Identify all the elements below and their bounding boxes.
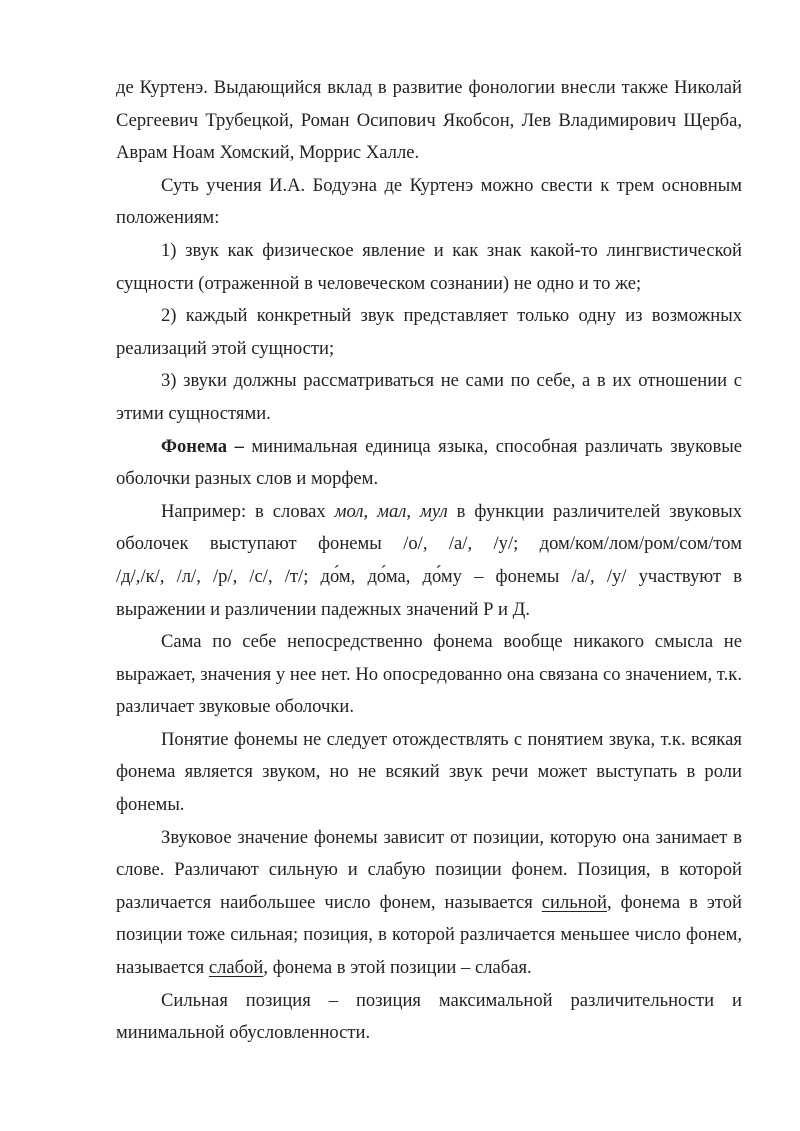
document-page — [116, 72, 742, 1050]
paragraph-phoneme-meaning: Сама по себе непосредственно фонема вообще никакого смысла не выражает, значения у нее нет. Но опосредованно она связана со значением, т.к. различает звуковые оболочки. — [116, 631, 742, 718]
paragraph-strong-position-definition: Сильная позиция – позиция максимальной различительности и минимальной обусловленности. — [116, 989, 742, 1044]
paragraph-point-3: 3) звуки должны рассматриваться не сами по себе, а в их отношении с этими сущностями. — [116, 370, 742, 424]
paragraph-example-line-1 — [116, 496, 742, 529]
paragraph-positions — [116, 822, 742, 985]
example-word-mul: мул — [419, 500, 448, 522]
example-word-mal: мал — [377, 500, 407, 522]
term-weak-position: слабой — [208, 957, 264, 979]
positions-text-c: , фонема в этой позиции – слабая. — [263, 957, 532, 979]
positions-text-b: , фонема в этой позиции тоже сильная; позиция, в которой различается меньшее число фонем, называется — [116, 891, 742, 979]
paragraph-point-1: 1) звук как физическое явление и как знак какой-то лингвистической сущности (отраженной в человеческом сознании) не одно и то же; — [116, 239, 742, 294]
example-lead: Например: в словах — [161, 500, 335, 522]
paragraph-phoneme-definition — [116, 431, 742, 496]
paragraph-example-line-4: выражении и различении падежных значений Р и Д. — [116, 598, 530, 620]
example-separator: , — [406, 500, 420, 522]
paragraph-phoneme-vs-sound: Понятие фонемы не следует отождествлять с понятием звука, т.к. всякая фонема является звуком, но не всякий звук речи может выступать в роли фонемы. — [116, 728, 742, 816]
term-phoneme: Фонема – — [161, 435, 244, 457]
example-separator: , — [363, 500, 378, 522]
term-strong-position: сильной — [541, 891, 607, 913]
example-word-mol: мол — [334, 500, 364, 522]
paragraph-phonology-contributors: де Куртенэ. Выдающийся вклад в развитие фонологии внесли также Николай Сергеевич Трубецкой, Роман Осипович Якобсон, Лев Владимирович Щерба, Аврам Ноам Хомский, Моррис Халле. — [116, 77, 742, 164]
example-line1-rest: в функции различителей звуковых — [447, 500, 743, 522]
positions-text-a: Звуковое значение фонемы зависит от позиции, которую она занимает в слове. Различают сильную и слабую позиции фонем. Позиция, в которой различается наибольшее число фонем, называется — [116, 826, 742, 913]
phoneme-definition-text: минимальная единица языка, способная различать звуковые оболочки разных слов и морфем. — [116, 435, 742, 490]
paragraph-point-2: 2) каждый конкретный звук представляет только одну из возможных реализаций этой сущности; — [116, 305, 742, 359]
paragraph-example-line-2: оболочек выступают фонемы /о/, /а/, /у/; дом/ком/лом/ром/сом/том — [116, 533, 742, 555]
paragraph-example-line-3: /д/,/к/, /л/, /р/, /с/, /т/; до́м, до́ма, до́му – фонемы /а/, /у/ участвуют в — [116, 565, 742, 587]
paragraph-baudouin-teaching: Суть учения И.А. Бодуэна де Куртенэ можно свести к трем основным положениям: — [116, 174, 742, 229]
